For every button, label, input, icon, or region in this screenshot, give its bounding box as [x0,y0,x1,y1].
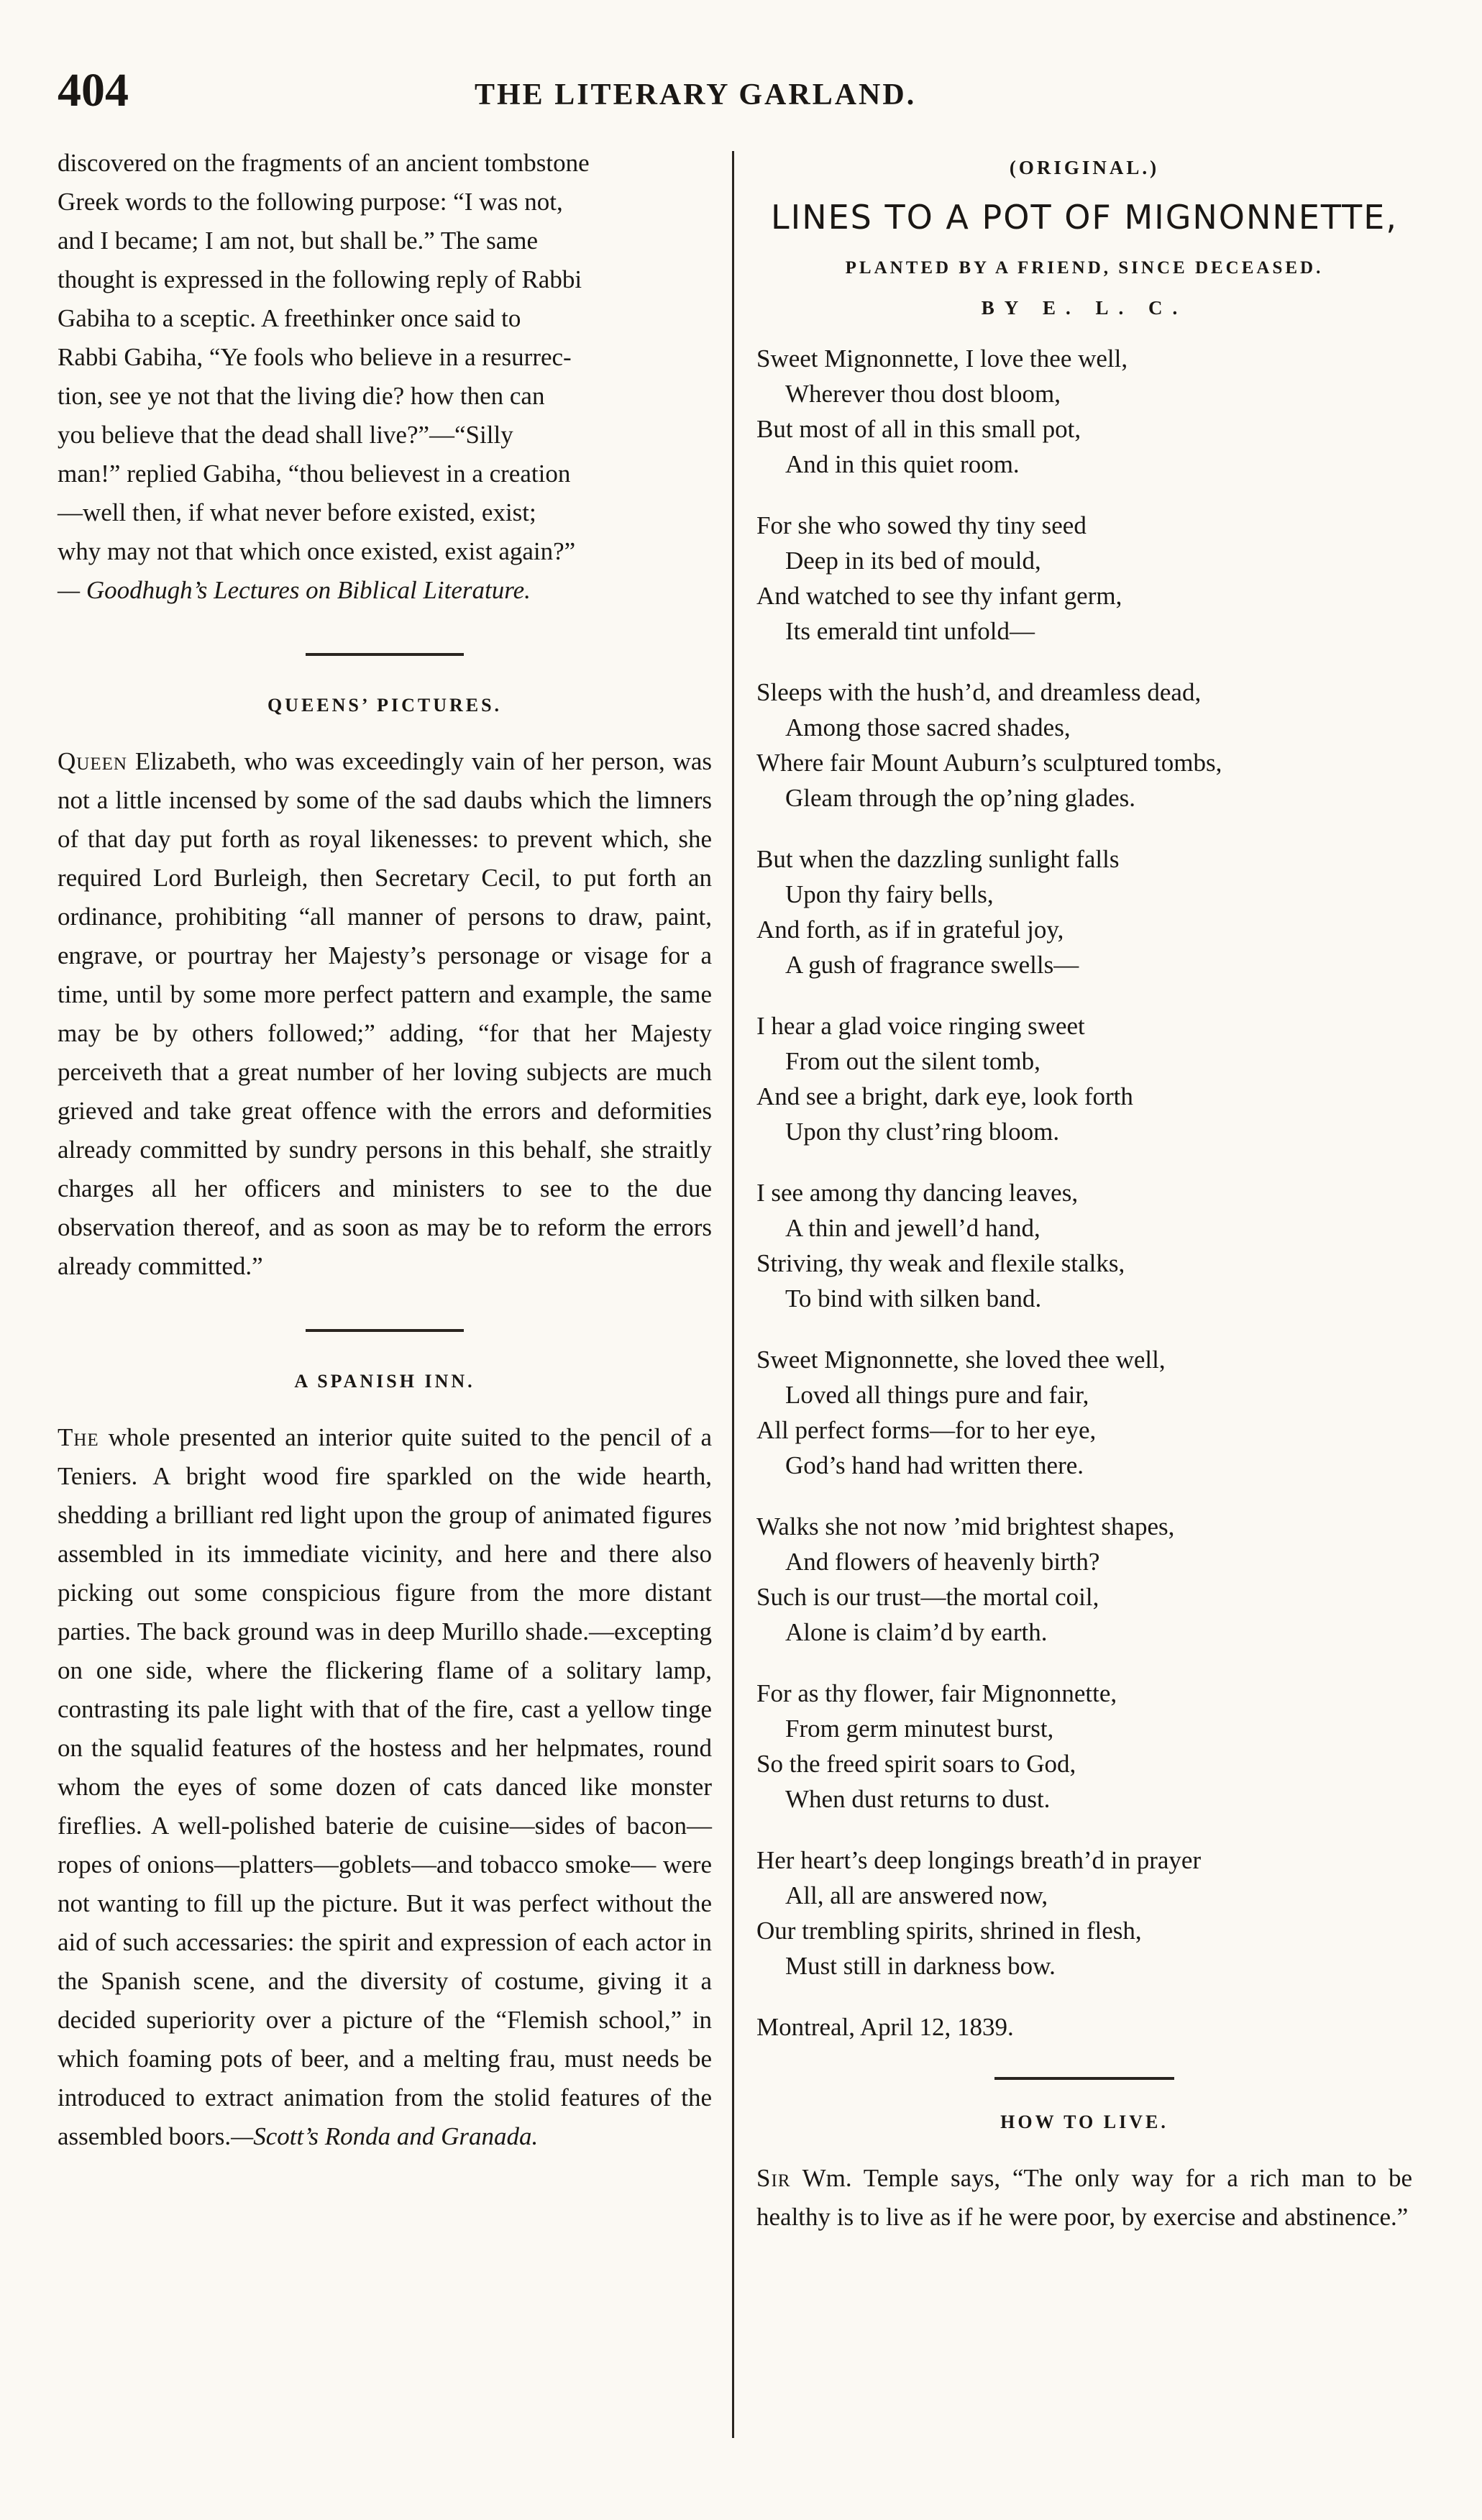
poem-line: From germ minutest burst, [785,1715,1054,1743]
section-rule [306,653,464,656]
intro-line: why may not that which once existed, exist again?” [58,537,576,565]
intro-line: discovered on the fragments of an ancient tombstone [58,149,590,177]
intro-line: thought is expressed in the following reply of Rabbi [58,265,582,293]
poem-line: Her heart’s deep longings breath’d in prayer [756,1846,1202,1874]
poem-line: I hear a glad voice ringing sweet [756,1012,1085,1040]
poem-line: All, all are answered now, [785,1881,1048,1909]
poem-line: From out the silent tomb, [785,1047,1040,1075]
section-rule [994,2077,1174,2080]
poem-stanza [756,341,1412,482]
poem-line: To bind with silken band. [785,1284,1042,1312]
poem-stanza [756,1008,1412,1149]
queens-body: Elizabeth, who was exceedingly vain of her person, was not a little incensed by some of the sad daubs which the limners of that day put forth as royal likenesses: to prevent which, she required Lord Burleigh, then Secretary Cecil, to put forth an ordinance, prohibiting “all manner of persons to draw, paint, engrave, or pourtray her Majesty’s personage or visage for a time, until by some more perfect pattern and example, the same may be by others followed;” adding, “for that her Majesty perceiveth that a great number of her loving subjects are much grieved and take great offence with the errors and deformities already committed by sundry persons in this behalf, she straitly charges all her officers and ministers to see to the due observation thereof, and as soon as may be to reform the errors already committed.” [58,747,713,1280]
poem-stanza [756,1342,1412,1483]
poem-line: Among those sacred shades, [785,713,1071,741]
poem-line: But most of all in this small pot, [756,415,1081,443]
poem-line: Gleam through the op’ning glades. [785,784,1135,812]
poem-line: Sweet Mignonnette, I love thee well, [756,344,1128,373]
poem-line: Sweet Mignonnette, she loved thee well, [756,1346,1166,1374]
poem-line: Sleeps with the hush’d, and dreamless dead, [756,678,1202,706]
poem-subtitle: PLANTED BY A FRIEND, SINCE DECEASED. [845,258,1324,278]
poem-line: Upon thy fairy bells, [785,880,994,908]
poem-line: Our trembling spirits, shrined in flesh, [756,1917,1142,1945]
intro-line: man!” replied Gabiha, “thou believest in a creation [58,460,571,488]
intro-attribution: — Goodhugh’s Lectures on Biblical Literature. [58,576,531,604]
intro-line: —well then, if what never before existed, exist; [58,498,536,526]
intro-line: tion, see ye not that the living die? how then can [58,382,545,410]
poem-stanza [756,1676,1412,1817]
section-rule [306,1329,464,1332]
queens-pictures-text [58,742,712,1286]
poem-line: Its emerald tint unfold— [785,617,1035,645]
intro-line: Greek words to the following purpose: “I was not, [58,188,563,216]
poem-stanza [756,841,1412,982]
inn-attribution: —Scott’s Ronda and Granada. [231,2122,539,2150]
poem-line: Deep in its bed of mould, [785,547,1041,575]
poem-line: I see among thy dancing leaves, [756,1179,1079,1207]
poem-line: Alone is claim’d by earth. [785,1618,1048,1646]
poem-line: And forth, as if in grateful joy, [756,916,1064,944]
poem-line: But when the dazzling sunlight falls [756,845,1120,873]
poem-line: And in this quiet room. [785,450,1020,478]
column-divider [732,151,734,2438]
live-body: Wm. Temple says, “The only way for a rich man to be healthy is to live as if he were poor, by exercise and abstinence.” [756,2164,1412,2231]
poem-line: Loved all things pure and fair, [785,1381,1089,1409]
queens-lead: Queen [58,747,127,775]
left-column [58,144,712,2156]
poem-line: Where fair Mount Auburn’s sculptured tombs, [756,749,1222,777]
poem-line: And flowers of heavenly birth? [785,1548,1100,1576]
poem-dateline: Montreal, April 12, 1839. [756,2013,1014,2041]
live-lead: Sir [756,2164,791,2192]
poem-stanza [756,675,1412,816]
poem-stanza [756,1843,1412,1983]
intro-line: and I became; I am not, but shall be.” The same [58,227,539,255]
poem-line: All perfect forms—for to her eye, [756,1416,1097,1444]
poem-line: And see a bright, dark eye, look forth [756,1082,1133,1110]
intro-line: Rabbi Gabiha, “Ye fools who believe in a resurrec- [58,343,572,371]
poem-line: Striving, thy weak and flexile stalks, [756,1249,1125,1277]
poem-author: BY E. L. C. [981,297,1188,319]
poem-line: Wherever thou dost bloom, [785,380,1061,408]
running-title: THE LITERARY GARLAND. [475,78,917,111]
poem-line: God’s hand had written there. [785,1451,1084,1479]
inn-body: whole presented an interior quite suited to the pencil of a Teniers. A bright wood fire sparkled on the wide hearth, shedding a brilliant red light upon the group of animated figures assembled in its immediate vicinity, and here and there also picking out some conspicious figure from the more distant parties. The back ground was in deep Murillo shade.—excepting on one side, where the flickering flame of a solitary lamp, contrasting its pale light with that of the fire, cast a yellow tinge on the squalid features of the hostess and her helpmates, round whom the eyes of some dozen of cats danced like monster fireflies. A well-polished baterie de cuisine—sides of bacon—ropes of onions—platters—goblets—and tobacco smoke— were not wanting to fill up the picture. But it was perfect without the aid of such accessaries: the spirit and expression of each actor in the Spanish scene, and the diversity of costume, giving it a decided superiority over a picture of the “Flemish school,” in which foaming pots of beer, and a melting frau, must needs be introduced to extract animation from the stolid features of the assembled boors. [58,1423,713,2150]
poem-line: Must still in darkness bow. [785,1952,1056,1980]
original-label: (ORIGINAL.) [1009,157,1160,178]
poem-line: Such is our trust—the mortal coil, [756,1583,1099,1611]
how-to-live-title: HOW TO LIVE. [1000,2112,1168,2132]
queens-pictures-title: QUEENS’ PICTURES. [267,695,503,716]
poem-line: When dust returns to dust. [785,1785,1051,1813]
poem-stanza [756,1175,1412,1316]
right-column [756,144,1412,2237]
spanish-inn-title: A SPANISH INN. [294,1371,475,1392]
intro-passage [58,144,712,610]
intro-line: Gabiha to a sceptic. A freethinker once said to [58,304,521,332]
poem-line: Walks she not now ’mid brightest shapes, [756,1512,1175,1540]
poem-stanza [756,1509,1412,1650]
poem-line: Upon thy clust’ring bloom. [785,1118,1060,1146]
poem-line: A gush of fragrance swells— [785,951,1079,979]
poem-stanza [756,508,1412,649]
how-to-live-text [756,2159,1412,2237]
poem-line: And watched to see thy infant germ, [756,582,1122,610]
page-number: 404 [58,64,129,117]
poem-line: For as thy flower, fair Mignonnette, [756,1679,1117,1707]
intro-line: you believe that the dead shall live?”—“Silly [58,421,513,449]
poem-line: A thin and jewell’d hand, [785,1214,1040,1242]
poem-line: For she who sowed thy tiny seed [756,511,1087,539]
poem-title: LINES TO A POT OF MIGNONNETTE, [771,198,1398,237]
inn-lead: The [58,1423,99,1451]
poem-line: So the freed spirit soars to God, [756,1750,1076,1778]
spanish-inn-text [58,1418,712,2156]
page-header [58,63,1424,121]
poem [756,341,1412,1983]
